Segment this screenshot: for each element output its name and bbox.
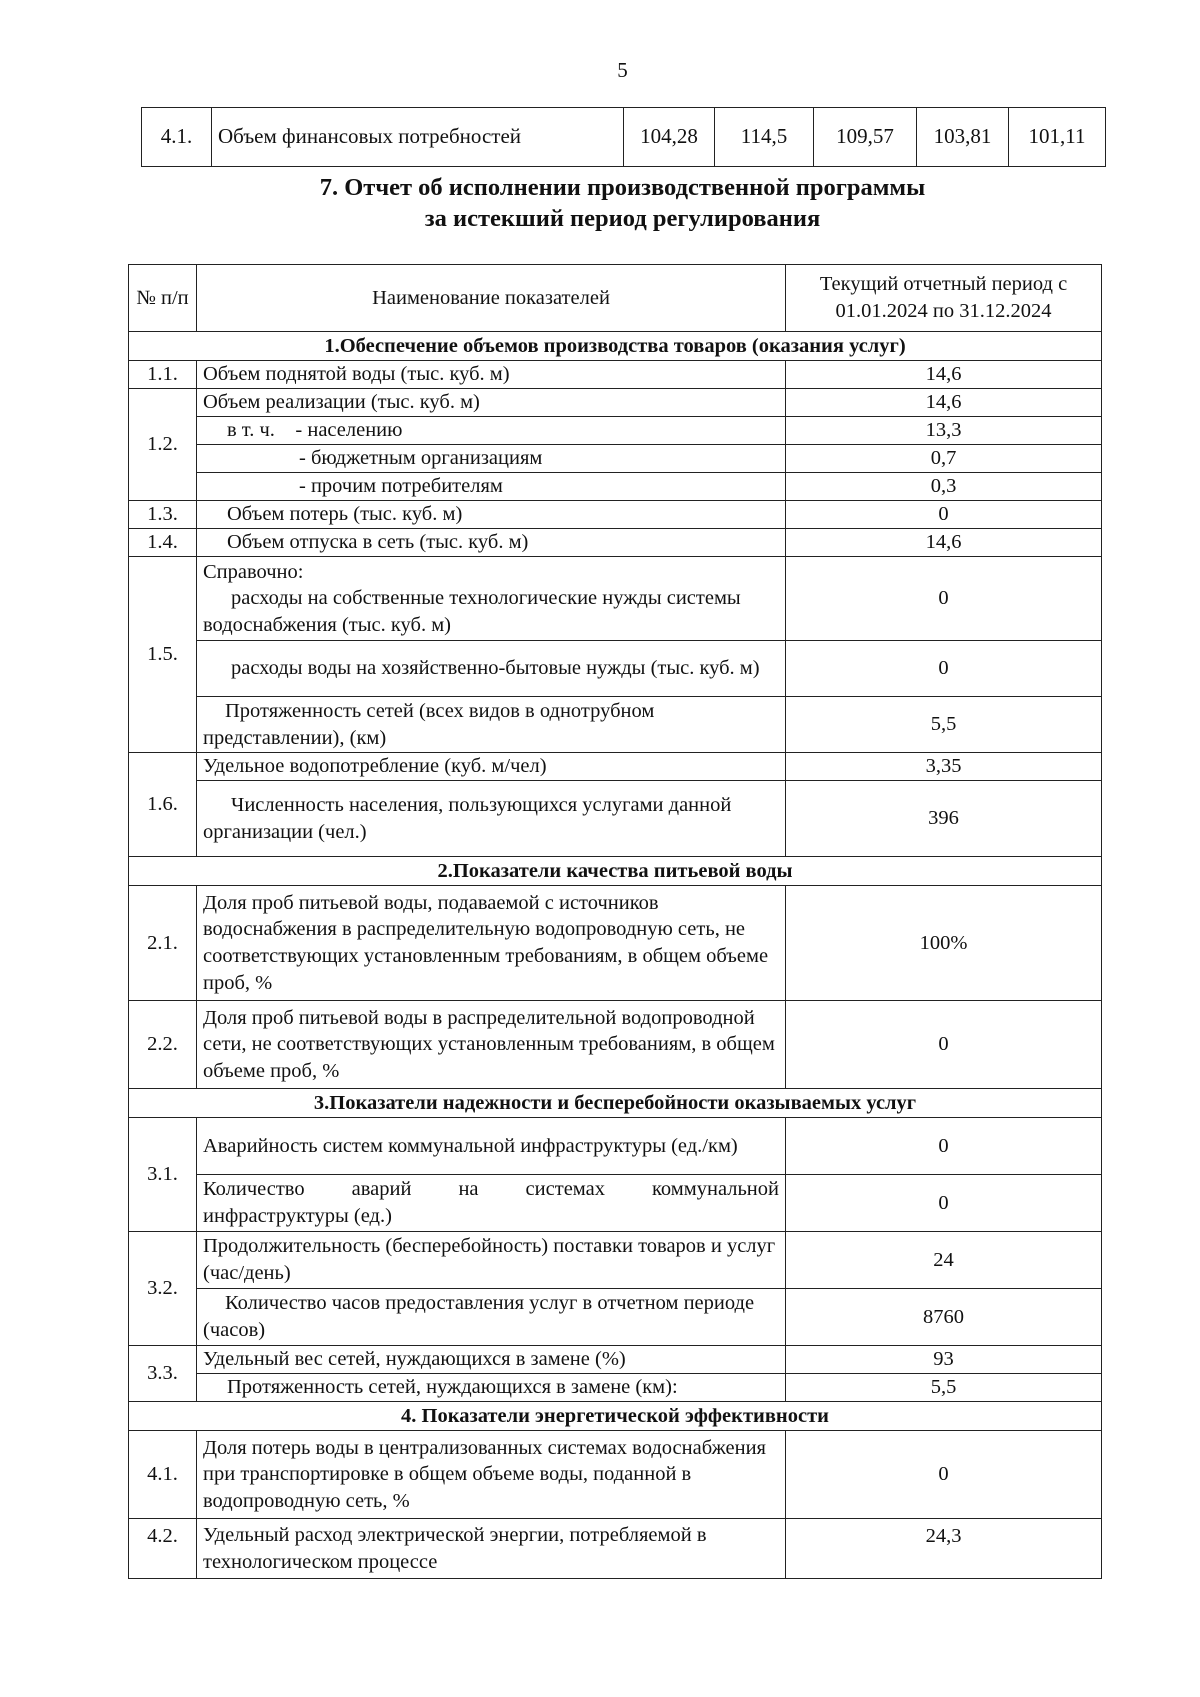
row-number: 3.2.	[129, 1232, 197, 1346]
row-name: Объем отпуска в сеть (тыс. куб. м)	[197, 529, 786, 557]
section-heading: 4. Показатели энергетической эффективности	[129, 1402, 1102, 1431]
row-value: 14,6	[786, 361, 1102, 389]
previous-table-fragment	[141, 107, 1106, 167]
table-row	[129, 1175, 1102, 1232]
row-number: 1.6.	[129, 753, 197, 857]
row-name: Удельное водопотребление (куб. м/чел)	[197, 753, 786, 781]
section-heading: 2.Показатели качества питьевой воды	[129, 857, 1102, 886]
row-value: 13,3	[786, 417, 1102, 445]
section-row	[129, 1402, 1102, 1431]
row-value: 24	[786, 1232, 1102, 1289]
row-value: 14,6	[786, 529, 1102, 557]
row-value: 0	[786, 1431, 1102, 1519]
row-name: Численность населения, пользующихся услугами данной организации (чел.)	[197, 781, 786, 857]
row-name-line: Количество аварий на системах коммунальной	[203, 1178, 779, 1201]
row-value: 24,3	[786, 1519, 1102, 1579]
row-value: 100%	[786, 886, 1102, 1001]
section-heading: 1.Обеспечение объемов производства товаров (оказания услуг)	[129, 332, 1102, 361]
row-name: Объем реализации (тыс. куб. м)	[197, 389, 786, 417]
header-name: Наименование показателей	[197, 265, 786, 332]
section-row	[129, 857, 1102, 886]
table-row	[129, 1431, 1102, 1519]
row-number: 1.1.	[129, 361, 197, 389]
table-row	[129, 529, 1102, 557]
row-name-line: инфраструктуры (ед.)	[203, 1205, 392, 1227]
row-name: Удельный вес сетей, нуждающихся в замене (%)	[197, 1346, 786, 1374]
row-value: 0	[786, 1175, 1102, 1232]
table-row	[129, 753, 1102, 781]
section-heading: 3.Показатели надежности и бесперебойности оказываемых услуг	[129, 1089, 1102, 1118]
row-name: - бюджетным организациям	[197, 445, 786, 473]
row-number: 1.5.	[129, 557, 197, 753]
table-row	[129, 501, 1102, 529]
table-row	[129, 389, 1102, 417]
row-value: 8760	[786, 1289, 1102, 1346]
row-name	[197, 557, 786, 641]
table-row	[129, 1374, 1102, 1402]
section-title-line: 7. Отчет об исполнении производственной программы	[319, 174, 926, 201]
row-number: 1.3.	[129, 501, 197, 529]
row-value: 14,6	[786, 389, 1102, 417]
row-value: 0	[786, 1001, 1102, 1089]
row-number: 1.4.	[129, 529, 197, 557]
row-name: Удельный расход электрической энергии, потребляемой в технологическом процессе	[197, 1519, 786, 1579]
row-name: Протяженность сетей (всех видов в однотрубном представлении), (км)	[197, 697, 786, 753]
header-period: Текущий отчетный период с 01.01.2024 по 31.12.2024	[786, 265, 1102, 332]
row-value: 5,5	[786, 697, 1102, 753]
table-row	[129, 1232, 1102, 1289]
row-value: 0,7	[786, 445, 1102, 473]
table-row	[129, 417, 1102, 445]
section-row	[129, 1089, 1102, 1118]
row-number: 2.1.	[129, 886, 197, 1001]
reference-label: Справочно:	[203, 560, 304, 583]
row-name: Доля проб питьевой воды в распределительной водопроводной сети, не соответствующих установленным требованиям, в общем объеме проб, %	[197, 1001, 786, 1089]
row-number: 4.1.	[129, 1431, 197, 1519]
row-value: 3,35	[786, 753, 1102, 781]
row-value: 93	[786, 1346, 1102, 1374]
header-number: № п/п	[129, 265, 197, 332]
row-name: Объем потерь (тыс. куб. м)	[197, 501, 786, 529]
section-title-line: за истекший период регулирования	[424, 205, 821, 232]
row-number: 2.2.	[129, 1001, 197, 1089]
table-row	[129, 697, 1102, 753]
table-row	[129, 1118, 1102, 1175]
table-row	[129, 781, 1102, 857]
row-number: 1.2.	[129, 389, 197, 501]
row-value: 0	[786, 557, 1102, 641]
row-number: 3.1.	[129, 1118, 197, 1232]
row-value: 5,5	[786, 1374, 1102, 1402]
row-name: - прочим потребителям	[197, 473, 786, 501]
table-row	[129, 361, 1102, 389]
row-value: 114,5	[715, 108, 814, 167]
row-value: 0	[786, 501, 1102, 529]
table-row	[129, 1001, 1102, 1089]
table-row	[129, 557, 1102, 641]
row-value: 104,28	[624, 108, 715, 167]
row-name: Продолжительность (бесперебойность) поставки товаров и услуг (час/день)	[197, 1232, 786, 1289]
row-name-text: расходы на собственные технологические нужды системы водоснабжения (тыс. куб. м)	[203, 587, 741, 636]
row-value: 103,81	[917, 108, 1009, 167]
row-name: расходы воды на хозяйственно-бытовые нужды (тыс. куб. м)	[197, 641, 786, 697]
section-row	[129, 332, 1102, 361]
row-name: Доля проб питьевой воды, подаваемой с источников водоснабжения в распределительную водопроводную сеть, не соответствующих установленным требованиям, в общем объеме проб, %	[197, 886, 786, 1001]
row-name: Доля потерь воды в централизованных системах водоснабжения при транспортировке в общем объеме воды, поданной в водопроводную сеть, %	[197, 1431, 786, 1519]
row-name	[197, 1175, 786, 1232]
row-name: Объем поднятой воды (тыс. куб. м)	[197, 361, 786, 389]
table-row	[129, 641, 1102, 697]
row-name: Аварийность систем коммунальной инфраструктуры (ед./км)	[197, 1118, 786, 1175]
row-name: Объем финансовых потребностей	[212, 108, 624, 167]
row-name: Количество часов предоставления услуг в отчетном периоде (часов)	[197, 1289, 786, 1346]
table-row	[142, 108, 1106, 167]
row-value: 0	[786, 641, 1102, 697]
table-row	[129, 1519, 1102, 1579]
table-row	[129, 1346, 1102, 1374]
table-row	[129, 473, 1102, 501]
row-number: 4.2.	[129, 1519, 197, 1579]
row-name: в т. ч. - населению	[197, 417, 786, 445]
table-row	[129, 886, 1102, 1001]
table-header-row	[129, 265, 1102, 332]
row-value: 0	[786, 1118, 1102, 1175]
row-number: 3.3.	[129, 1346, 197, 1402]
section-title	[0, 172, 1200, 234]
row-name: Протяженность сетей, нуждающихся в замене (км):	[197, 1374, 786, 1402]
row-value: 396	[786, 781, 1102, 857]
page-number: 5	[617, 58, 628, 82]
row-value: 109,57	[814, 108, 917, 167]
row-number: 4.1.	[142, 108, 212, 167]
row-value: 0,3	[786, 473, 1102, 501]
table-row	[129, 1289, 1102, 1346]
production-program-report-table	[128, 264, 1102, 1579]
row-value: 101,11	[1009, 108, 1106, 167]
table-row	[129, 445, 1102, 473]
